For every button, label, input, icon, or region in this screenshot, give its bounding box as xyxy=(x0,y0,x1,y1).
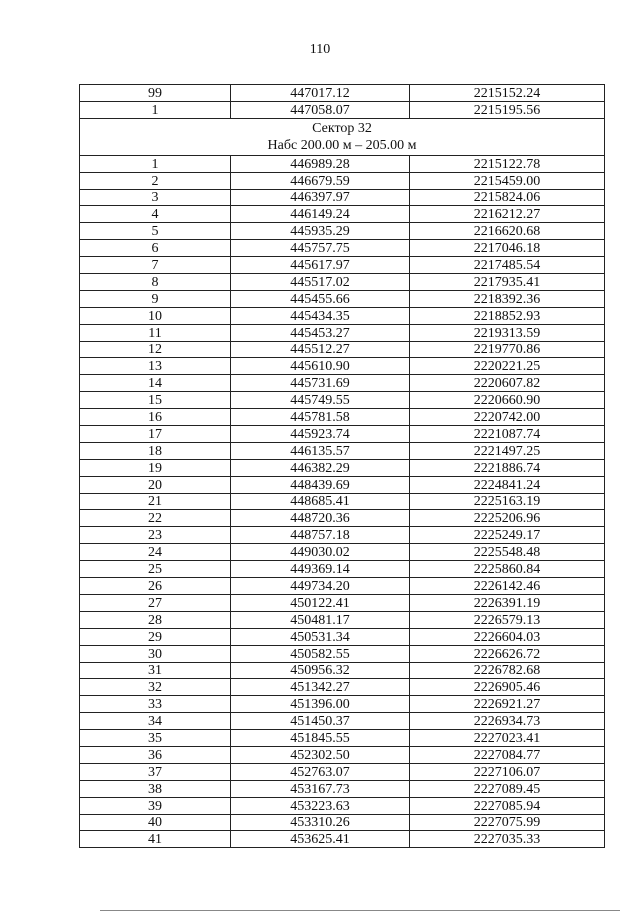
y-coordinate-cell: 2220742.00 xyxy=(410,409,605,426)
section-header xyxy=(80,118,605,155)
y-coordinate-cell: 2227089.45 xyxy=(410,780,605,797)
y-coordinate-cell: 2219770.86 xyxy=(410,341,605,358)
x-coordinate-cell: 445757.75 xyxy=(231,240,410,257)
y-coordinate-cell: 2226905.46 xyxy=(410,679,605,696)
x-coordinate-cell: 453167.73 xyxy=(231,780,410,797)
y-coordinate-cell: 2227085.94 xyxy=(410,797,605,814)
y-coordinate-cell: 2226921.27 xyxy=(410,696,605,713)
x-coordinate-cell: 448439.69 xyxy=(231,476,410,493)
x-coordinate-cell: 446397.97 xyxy=(231,189,410,206)
x-coordinate-cell: 449030.02 xyxy=(231,544,410,561)
table-row xyxy=(80,578,605,595)
x-coordinate-cell: 445935.29 xyxy=(231,223,410,240)
x-coordinate-cell: 452302.50 xyxy=(231,746,410,763)
table-row xyxy=(80,476,605,493)
x-coordinate-cell: 451396.00 xyxy=(231,696,410,713)
table-row xyxy=(80,730,605,747)
point-number-cell: 99 xyxy=(80,85,231,102)
table-row xyxy=(80,324,605,341)
point-number-cell: 9 xyxy=(80,290,231,307)
y-coordinate-cell: 2217935.41 xyxy=(410,274,605,291)
y-coordinate-cell: 2227075.99 xyxy=(410,814,605,831)
x-coordinate-cell: 447017.12 xyxy=(231,85,410,102)
table-row xyxy=(80,189,605,206)
y-coordinate-cell: 2218392.36 xyxy=(410,290,605,307)
table-row xyxy=(80,409,605,426)
y-coordinate-cell: 2220607.82 xyxy=(410,375,605,392)
y-coordinate-cell: 2227084.77 xyxy=(410,746,605,763)
point-number-cell: 18 xyxy=(80,442,231,459)
point-number-cell: 13 xyxy=(80,358,231,375)
x-coordinate-cell: 451450.37 xyxy=(231,713,410,730)
point-number-cell: 16 xyxy=(80,409,231,426)
y-coordinate-cell: 2215459.00 xyxy=(410,172,605,189)
point-number-cell: 39 xyxy=(80,797,231,814)
table-row xyxy=(80,763,605,780)
y-coordinate-cell: 2225163.19 xyxy=(410,493,605,510)
point-number-cell: 2 xyxy=(80,172,231,189)
y-coordinate-cell: 2225249.17 xyxy=(410,527,605,544)
y-coordinate-cell: 2227035.33 xyxy=(410,831,605,848)
point-number-cell: 35 xyxy=(80,730,231,747)
y-coordinate-cell: 2225860.84 xyxy=(410,561,605,578)
point-number-cell: 21 xyxy=(80,493,231,510)
x-coordinate-cell: 453223.63 xyxy=(231,797,410,814)
y-coordinate-cell: 2221087.74 xyxy=(410,426,605,443)
table-row xyxy=(80,561,605,578)
x-coordinate-cell: 445453.27 xyxy=(231,324,410,341)
page-number: 110 xyxy=(309,42,331,57)
table-row xyxy=(80,814,605,831)
x-coordinate-cell: 445923.74 xyxy=(231,426,410,443)
point-number-cell: 19 xyxy=(80,459,231,476)
y-coordinate-cell: 2221497.25 xyxy=(410,442,605,459)
table-row xyxy=(80,155,605,172)
y-coordinate-cell: 2226391.19 xyxy=(410,594,605,611)
x-coordinate-cell: 445517.02 xyxy=(231,274,410,291)
y-coordinate-cell: 2215152.24 xyxy=(410,85,605,102)
point-number-cell: 33 xyxy=(80,696,231,713)
table-row xyxy=(80,459,605,476)
y-coordinate-cell: 2226579.13 xyxy=(410,611,605,628)
point-number-cell: 5 xyxy=(80,223,231,240)
table-row xyxy=(80,696,605,713)
y-coordinate-cell: 2215195.56 xyxy=(410,101,605,118)
table-row xyxy=(80,375,605,392)
table-row xyxy=(80,274,605,291)
point-number-cell: 24 xyxy=(80,544,231,561)
table-row xyxy=(80,290,605,307)
y-coordinate-cell: 2216620.68 xyxy=(410,223,605,240)
table-row xyxy=(80,85,605,102)
table-row xyxy=(80,172,605,189)
table-row xyxy=(80,594,605,611)
y-coordinate-cell: 2221886.74 xyxy=(410,459,605,476)
y-coordinate-cell: 2226604.03 xyxy=(410,628,605,645)
point-number-cell: 10 xyxy=(80,307,231,324)
table-row xyxy=(80,662,605,679)
table-row xyxy=(80,628,605,645)
point-number-cell: 38 xyxy=(80,780,231,797)
x-coordinate-cell: 445749.55 xyxy=(231,392,410,409)
x-coordinate-cell: 445781.58 xyxy=(231,409,410,426)
point-number-cell: 25 xyxy=(80,561,231,578)
table-row xyxy=(80,713,605,730)
x-coordinate-cell: 450582.55 xyxy=(231,645,410,662)
table-row xyxy=(80,645,605,662)
x-coordinate-cell: 445434.35 xyxy=(231,307,410,324)
section-header-row xyxy=(80,118,605,155)
x-coordinate-cell: 453310.26 xyxy=(231,814,410,831)
point-number-cell: 41 xyxy=(80,831,231,848)
y-coordinate-cell: 2226626.72 xyxy=(410,645,605,662)
x-coordinate-cell: 445731.69 xyxy=(231,375,410,392)
point-number-cell: 26 xyxy=(80,578,231,595)
y-coordinate-cell: 2227106.07 xyxy=(410,763,605,780)
x-coordinate-cell: 445512.27 xyxy=(231,341,410,358)
point-number-cell: 3 xyxy=(80,189,231,206)
x-coordinate-cell: 447058.07 xyxy=(231,101,410,118)
x-coordinate-cell: 445455.66 xyxy=(231,290,410,307)
y-coordinate-cell: 2220660.90 xyxy=(410,392,605,409)
table-row xyxy=(80,493,605,510)
table-row xyxy=(80,240,605,257)
x-coordinate-cell: 450481.17 xyxy=(231,611,410,628)
table-row xyxy=(80,746,605,763)
point-number-cell: 17 xyxy=(80,426,231,443)
table-row xyxy=(80,392,605,409)
section-title: Сектор 32 xyxy=(312,120,372,136)
y-coordinate-cell: 2225206.96 xyxy=(410,510,605,527)
point-number-cell: 7 xyxy=(80,257,231,274)
table-row xyxy=(80,797,605,814)
x-coordinate-cell: 450531.34 xyxy=(231,628,410,645)
x-coordinate-cell: 450122.41 xyxy=(231,594,410,611)
x-coordinate-cell: 446382.29 xyxy=(231,459,410,476)
table-row xyxy=(80,611,605,628)
point-number-cell: 27 xyxy=(80,594,231,611)
point-number-cell: 11 xyxy=(80,324,231,341)
coordinates-table xyxy=(79,84,605,848)
point-number-cell: 37 xyxy=(80,763,231,780)
table-row xyxy=(80,831,605,848)
table-row xyxy=(80,206,605,223)
point-number-cell: 4 xyxy=(80,206,231,223)
point-number-cell: 6 xyxy=(80,240,231,257)
x-coordinate-cell: 452763.07 xyxy=(231,763,410,780)
point-number-cell: 1 xyxy=(80,155,231,172)
table-row xyxy=(80,358,605,375)
x-coordinate-cell: 448720.36 xyxy=(231,510,410,527)
x-coordinate-cell: 453625.41 xyxy=(231,831,410,848)
x-coordinate-cell: 448685.41 xyxy=(231,493,410,510)
y-coordinate-cell: 2226934.73 xyxy=(410,713,605,730)
y-coordinate-cell: 2226142.46 xyxy=(410,578,605,595)
y-coordinate-cell: 2226782.68 xyxy=(410,662,605,679)
table-row xyxy=(80,307,605,324)
table-row xyxy=(80,101,605,118)
point-number-cell: 14 xyxy=(80,375,231,392)
point-number-cell: 29 xyxy=(80,628,231,645)
y-coordinate-cell: 2220221.25 xyxy=(410,358,605,375)
x-coordinate-cell: 451342.27 xyxy=(231,679,410,696)
point-number-cell: 34 xyxy=(80,713,231,730)
y-coordinate-cell: 2225548.48 xyxy=(410,544,605,561)
section-subtitle: Набс 200.00 м – 205.00 м xyxy=(267,137,417,153)
x-coordinate-cell: 445617.97 xyxy=(231,257,410,274)
y-coordinate-cell: 2218852.93 xyxy=(410,307,605,324)
point-number-cell: 40 xyxy=(80,814,231,831)
x-coordinate-cell: 449734.20 xyxy=(231,578,410,595)
point-number-cell: 23 xyxy=(80,527,231,544)
table-row xyxy=(80,510,605,527)
table-row xyxy=(80,341,605,358)
x-coordinate-cell: 451845.55 xyxy=(231,730,410,747)
table-row xyxy=(80,426,605,443)
x-coordinate-cell: 449369.14 xyxy=(231,561,410,578)
x-coordinate-cell: 448757.18 xyxy=(231,527,410,544)
y-coordinate-cell: 2227023.41 xyxy=(410,730,605,747)
point-number-cell: 12 xyxy=(80,341,231,358)
y-coordinate-cell: 2215824.06 xyxy=(410,189,605,206)
table-row xyxy=(80,223,605,240)
point-number-cell: 32 xyxy=(80,679,231,696)
point-number-cell: 8 xyxy=(80,274,231,291)
point-number-cell: 30 xyxy=(80,645,231,662)
point-number-cell: 22 xyxy=(80,510,231,527)
point-number-cell: 20 xyxy=(80,476,231,493)
x-coordinate-cell: 446135.57 xyxy=(231,442,410,459)
x-coordinate-cell: 450956.32 xyxy=(231,662,410,679)
x-coordinate-cell: 445610.90 xyxy=(231,358,410,375)
table-row xyxy=(80,780,605,797)
y-coordinate-cell: 2217485.54 xyxy=(410,257,605,274)
x-coordinate-cell: 446679.59 xyxy=(231,172,410,189)
table-row xyxy=(80,679,605,696)
y-coordinate-cell: 2219313.59 xyxy=(410,324,605,341)
table-row xyxy=(80,442,605,459)
scan-edge-line xyxy=(100,910,620,911)
table-row xyxy=(80,544,605,561)
point-number-cell: 36 xyxy=(80,746,231,763)
x-coordinate-cell: 446989.28 xyxy=(231,155,410,172)
point-number-cell: 31 xyxy=(80,662,231,679)
point-number-cell: 28 xyxy=(80,611,231,628)
table-row xyxy=(80,527,605,544)
table-row xyxy=(80,257,605,274)
y-coordinate-cell: 2217046.18 xyxy=(410,240,605,257)
point-number-cell: 15 xyxy=(80,392,231,409)
y-coordinate-cell: 2215122.78 xyxy=(410,155,605,172)
y-coordinate-cell: 2216212.27 xyxy=(410,206,605,223)
x-coordinate-cell: 446149.24 xyxy=(231,206,410,223)
y-coordinate-cell: 2224841.24 xyxy=(410,476,605,493)
point-number-cell: 1 xyxy=(80,101,231,118)
